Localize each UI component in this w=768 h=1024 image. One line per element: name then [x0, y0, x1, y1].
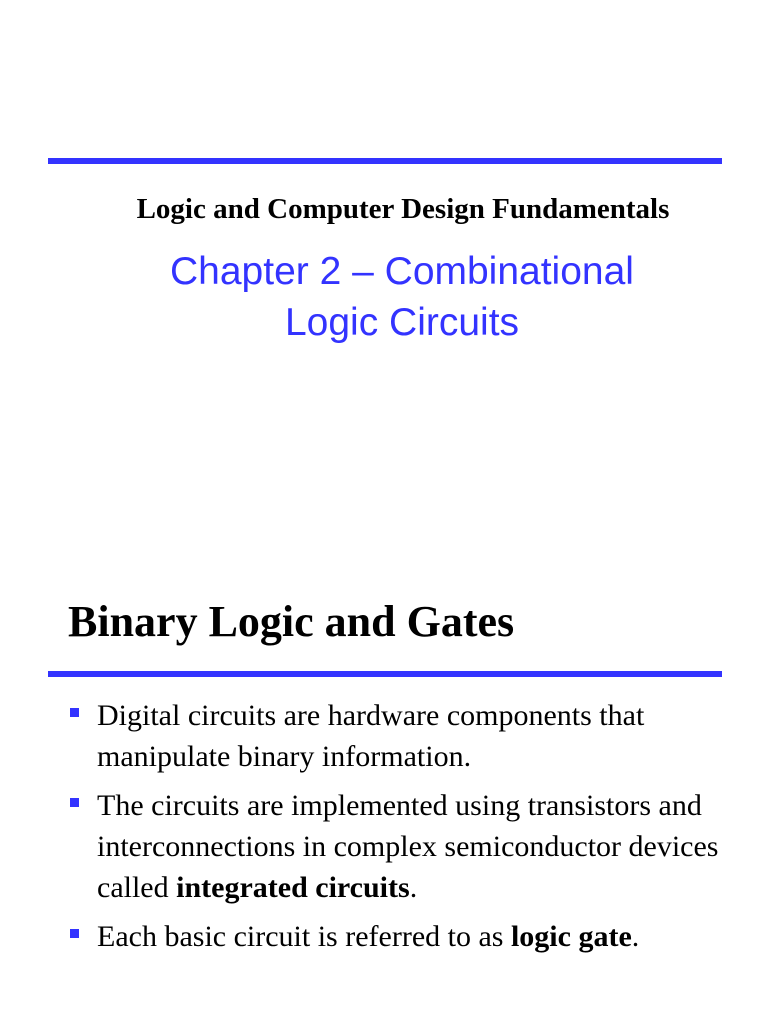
bullet-text-end: .	[409, 871, 418, 904]
chapter-title	[30, 246, 768, 348]
section-heading: Binary Logic and Gates	[68, 597, 515, 646]
bullet-text: Digital circuits are hardware components that manipulate binary information.	[97, 699, 645, 773]
chapter-title-line-1: Chapter 2 – Combinational	[170, 250, 634, 293]
bullet-list	[68, 695, 728, 965]
square-bullet-icon	[70, 708, 79, 717]
course-title: Logic and Computer Design Fundamentals	[136, 193, 670, 225]
bullet-text: Each basic circuit is referred to as	[97, 920, 511, 953]
bullet-item	[68, 785, 728, 908]
bullet-bold-term: logic gate	[510, 920, 632, 953]
bullet-text-end: .	[631, 920, 640, 953]
square-bullet-icon	[70, 929, 79, 938]
bullet-item	[68, 695, 728, 777]
bullet-item	[68, 916, 728, 957]
top-divider-rule	[48, 158, 722, 164]
chapter-title-line-2: Logic Circuits	[284, 301, 520, 344]
square-bullet-icon	[70, 798, 79, 807]
bullet-bold-term: integrated circuits	[176, 871, 410, 904]
bullet-text: The circuits are implemented using transistors and interconnections in complex semiconductor devices called	[97, 789, 719, 904]
heading-divider-rule	[48, 671, 722, 677]
